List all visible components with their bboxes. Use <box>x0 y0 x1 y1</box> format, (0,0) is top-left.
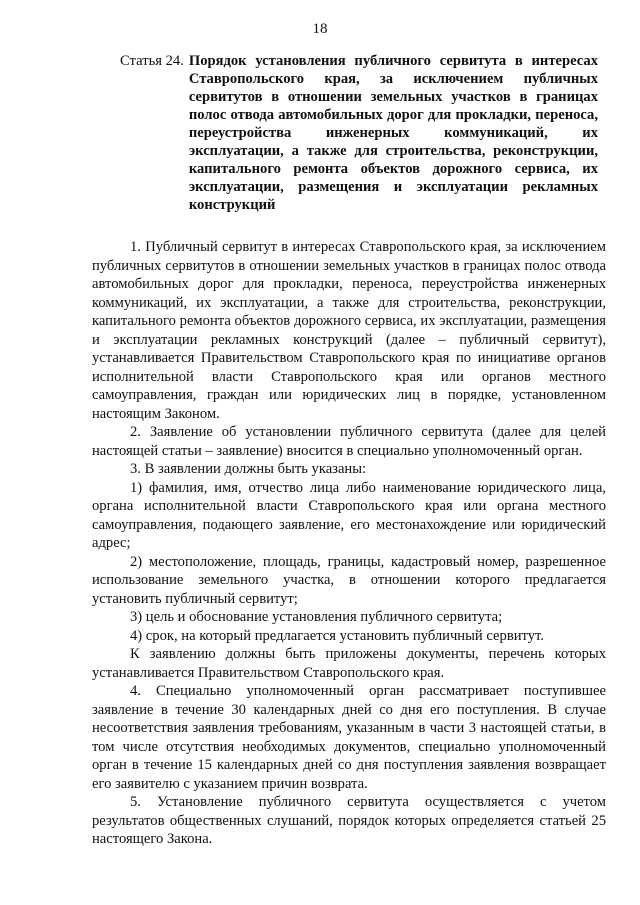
paragraph-4: 4. Специально уполномоченный орган рассматривает поступившее заявление в течение 30 календарных дней со дня его поступления. В случае несоответствия заявления требованиям, указанным в части 3 настоящей статьи, в том числе отсутствия необходимых документов, специально уполномоченный орган в течение 15 календарных дней со дня поступления заявления возвращает его заявителю с указанием причин возврата. <box>92 683 606 792</box>
article-body <box>92 238 606 849</box>
paragraph-5: 5. Установление публичного сервитута осуществляется с учетом результатов общественных слушаний, порядок которых определяется статьей 25 настоящего Закона. <box>92 794 606 847</box>
paragraph-2: 2. Заявление об установлении публичного сервитута (далее для целей настоящей статьи – заявление) вносится в специально уполномоченный орган. <box>92 424 606 459</box>
article-heading <box>120 52 598 214</box>
page-number: 18 <box>312 21 328 37</box>
list-item-3: 3) цель и обоснование установления публичного сервитута; <box>130 609 503 625</box>
article-title: Порядок установления публичного сервитута в интересах Ставропольского края, за исключением публичных сервитутов в отношении земельных участков в границах полос отвода автомобильных дорог для прокладки, переноса, переустройства инженерных коммуникаций, их эксплуатации, а также для строительства, реконструкции, капитального ремонта объектов дорожного сервиса, их эксплуатации, размещения и эксплуатации рекламных конструкций <box>188 53 598 213</box>
attachments-paragraph: К заявлению должны быть приложены документы, перечень которых устанавливается Правительством Ставропольского края. <box>92 646 606 681</box>
article-label: Статья 24. <box>120 53 184 69</box>
list-item-2: 2) местоположение, площадь, границы, кадастровый номер, разрешенное использование земельного участка, в отношении которого предлагается установить публичный сервитут; <box>92 553 606 607</box>
paragraph-1: 1. Публичный сервитут в интересах Ставропольского края, за исключением публичных сервитутов в отношении земельных участков в границах полос отвода автомобильных дорог для прокладки, переноса, переустройства инженерных коммуникаций, их эксплуатации, а также для строительства, реконструкции, капитального ремонта объектов дорожного сервиса, их эксплуатации, размещения и эксплуатации рекламных конструкций (далее – публичный сервитут), устанавливается Правительством Ставропольского края по инициативе органов исполнительной власти Ставропольского края или органов местного самоуправления, граждан или юридических лиц в порядке, установленном настоящим Законом. <box>92 239 606 422</box>
list-item-1: 1) фамилия, имя, отчество лица либо наименование юридического лица, органа исполнительной власти Ставропольского края или органа местного самоуправления, подающего заявление, его местонахождение или юридический адрес; <box>92 479 606 551</box>
list-item-4: 4) срок, на который предлагается установить публичный сервитут. <box>130 627 544 644</box>
paragraph-3: 3. В заявлении должны быть указаны: <box>130 461 367 477</box>
